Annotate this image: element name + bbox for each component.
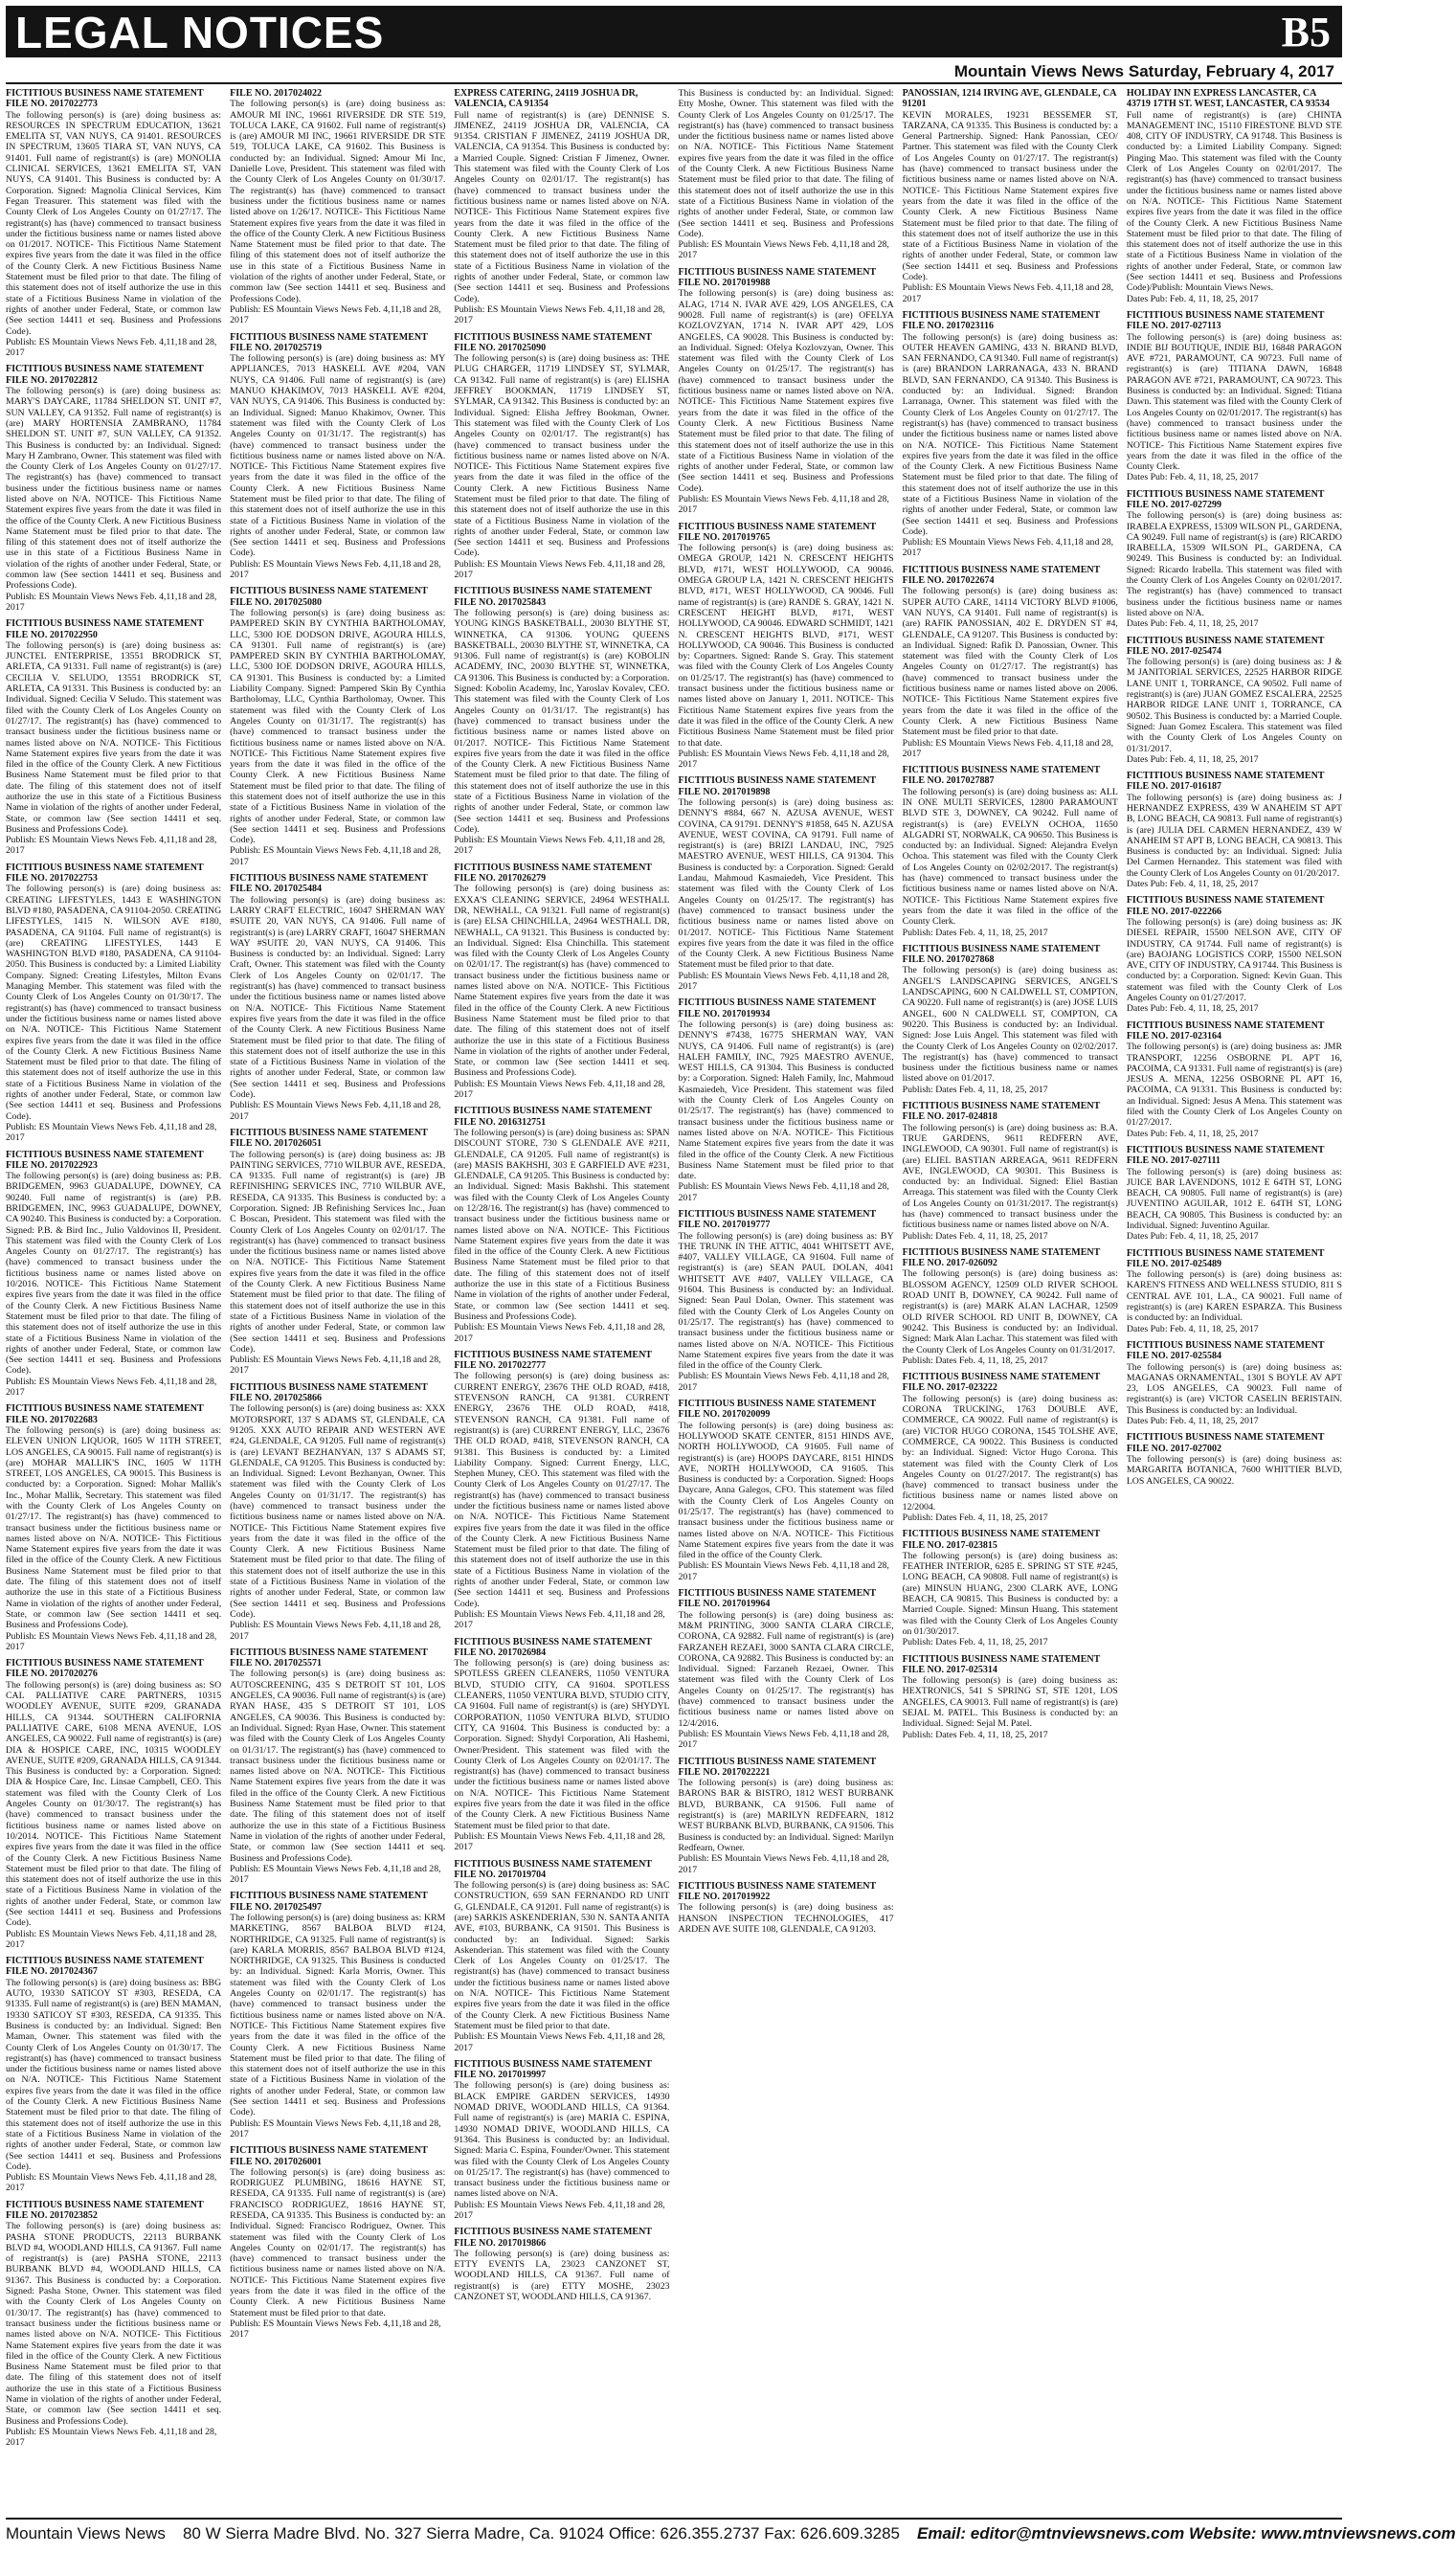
- notice-publish-line: Dates Pub: Feb. 4, 11, 18, 25, 2017: [1126, 1416, 1259, 1427]
- notice-body: The following person(s) is (are) doing business as: SUPER AUTO CARE, 14114 VICTORY BLVD #1006, VAN NUYS, CA 91401. Full name of registrant(s) is (are) RAFIK PANOSSIAN, 402 E. DRYDEN ST #4, GLENDALE, CA 91207. This Business is conducted by: an Individual. Signed: Rafik D. Panossian, Owner. This statement was filed with the County Clerk of Los Angeles County on 01/27/17. The registrant(s) has (have) commenced to transact business under the fictitious business name or names listed above on 2006. NOTICE- This Fictitious Name Statement expires five years from the date it was filed in the office of the County Clerk. A new Fictitious Business Name Statement must be filed prior to that date.: [902, 586, 1118, 738]
- notice-body: The following person(s) is (are) doing business as: JMR TRANSPORT, 12256 OSBORNE PL APT 16, PACOIMA, CA 91331. Full name of registrant(s) is (are) JESUS A. MENA, 12256 OSBORNE PL APT 16, PACOIMA, CA 91331. This Business is conducted by: an Individual. Signed: Jesus A Mena. This statement was filed with the County Clerk of Los Angeles County on 01/27/2017.: [1126, 1042, 1342, 1129]
- notice-body: The following person(s) is (are) doing business as: P.B. BRIDGEMEN, 9963 GUADALUPE, DOWNEY, CA 90240. Full name of registrant(s) is (are) P.B. BRIDGEMEN, INC, 9963 GUADALUPE, DOWNEY, CA 90240. This Business is conducted by: a Corporation. Signed: P.B. & Bird Inc., Julio Valdovinos II, President. This statement was filed with the County Clerk of Los Angeles County on 01/27/17. The registrant(s) has (have) commenced to transact business under the fictitious business name or names listed above on 10/2016. NOTICE- This Fictitious Name Statement expires five years from the date it was filed in the office of the County Clerk. A new Fictitious Business Name Statement must be filed prior to that date. The filing of this statement does not of itself authorize the use in this state of a Fictitious Business Name in violation of the rights of another under Federal, State, or common law (See section 14411 et seq. Business and Professions Code).: [6, 1171, 222, 1377]
- notice-heading: FICTITIOUS BUSINESS NAME STATEMENT FILE NO. 2017-023815: [902, 1529, 1101, 1551]
- notice-heading: FICTITIOUS BUSINESS NAME STATEMENT FILE NO. 2017026984: [454, 1636, 652, 1658]
- notice-heading: FICTITIOUS BUSINESS NAME STATEMENT FILE NO. 2017-027113: [1126, 309, 1325, 332]
- notice-body: The following person(s) is (are) doing business as: AMOUR MI INC, 19661 RIVERSIDE DR STE 519, TOLUCA LAKE, CA 91602. Full name of registrant(s) is (are) AMOUR MI INC, 19661 RIVERSIDE DR STE 519, TOLUCA LAKE, CA 91602. This Business is conducted by: an Individual. Signed: Amour Mi Inc, Danielle Love, President. This statement was filed with the County Clerk of Los Angeles County on 01/30/17. The registrant(s) has (have) commenced to transact business under the fictitious business name or names listed above on 1/26/17. NOTICE- This Fictitious Name Statement expires five years from the date it was filed in the office of the County Clerk. A new Fictitious Business Name Statement must be filed prior to that date. The filing of this statement does not of itself authorize the use in this state of a Fictitious Business Name in violation of the rights of another under Federal, State, or common law (See section 14411 et seq. Business and Professions Code).: [230, 99, 446, 304]
- notice-heading: FICTITIOUS BUSINESS NAME STATEMENT FILE NO. 2017027868: [902, 943, 1101, 966]
- notice-body: The following person(s) is (are) doing business as: EXXA'S CLEANING SERVICE, 24964 WESTHALL DR, NEWHALL, CA 91321. Full name of registrant(s) is (are) ELSA CHINCHILLA, 24964 WESTHALL DR, NEWHALL, CA 91321. This Business is conducted by: an Individual. Signed: Elsa Chinchilla. This statement was filed with the County Clerk of Los Angeles County on 02/01/17. The registrant(s) has (have) commenced to transact business under the fictitious business name or names listed above on N/A. NOTICE- This Fictitious Name Statement expires five years from the date it was filed in the office of the County Clerk. A new Fictitious Business Name Statement must be filed prior to that date. The filing of this statement does not of itself authorize the use in this state of a Fictitious Business Name in violation of the rights of another under Federal, State, or common law (See section 14411 et seq. Business and Professions Code).: [454, 884, 670, 1079]
- legal-notice: [230, 1382, 445, 1642]
- notice-heading: FICTITIOUS BUSINESS NAME STATEMENT FILE NO. 2017-023222: [902, 1372, 1101, 1394]
- notice-publish-line: Publish: ES Mountain Views News Feb. 4,11,18 and 28, 2017: [454, 2199, 665, 2221]
- notice-body: The following person(s) is (are) doing business as: SPAN DISCOUNT STORE, 730 S GLENDALE AVE #211, GLENDALE, CA 91205. Full name of registrant(s) is (are) MASIS BAKHSHI, 303 E GARFIELD AVE #231, GLENDALE, CA 91205. This Business is conducted by: an Individual. Signed: Masis Bakhshi. This statement was filed with the County Clerk of Los Angeles County on 12/28/16. The registrant(s) has (have) commenced to transact business under the fictitious business name or names listed above on N/A. NOTICE- This Fictitious Name Statement expires five years from the date it was filed in the office of the County Clerk. A new Fictitious Business Name Statement must be filed prior to that date. The filing of this statement does not of itself authorize the use in this state of a Fictitious Business Name in violation of the rights of another under Federal, State, or common law (See section 14411 et seq. Business and Professions Code).: [454, 1127, 670, 1322]
- notice-body: The following person(s) is (are) doing business as: ELEVEN UNION LIQUOR, 1605 W 11TH STREET, LOS ANGELES, CA 90015. Full name of registrant(s) is (are) MOHAR MALLIK'S INC, 1605 W 11TH STREET, LOS ANGELES, CA 90015. This Business is conducted by: a Corporation. Signed: Mohar Mallik's Inc., Mohar Mallik, Secretary. This statement was filed with the County Clerk of Los Angeles County on 01/27/17. The registrant(s) has (have) commenced to transact business under the fictitious business name or names listed above on N/A. NOTICE- This Fictitious Name Statement expires five years from the date it was filed in the office of the County Clerk. A new Fictitious Business Name Statement must be filed prior to that date. The filing of this statement does not of itself authorize the use in this state of a Fictitious Business Name in violation of the rights of another under Federal, State, or common law (See section 14411 et seq. Business and Professions Code).: [6, 1424, 222, 1631]
- notice-publish-line: Publish: ES Mountain Views News Feb. 4,11,18 and 28, 2017: [6, 591, 217, 613]
- notice-heading: FICTITIOUS BUSINESS NAME STATEMENT FILE NO. 2017025090: [454, 331, 652, 353]
- notice-column: [1127, 88, 1342, 2512]
- notice-publish-line: Dates Pub: Feb. 4, 11, 18, 25, 2017: [1126, 753, 1259, 765]
- legal-notice: [679, 997, 894, 1203]
- notice-heading: HOLIDAY INN EXPRESS LANCASTER, CA 43719 17TH ST. WEST, LANCASTER, CA 93534: [1126, 88, 1330, 110]
- notice-publish-line: Publish: Dates Feb. 4, 11, 18, 25, 2017: [902, 1729, 1048, 1740]
- notice-heading: FICTITIOUS BUSINESS NAME STATEMENT FILE NO. 2017-026092: [902, 1246, 1101, 1269]
- legal-notice: [230, 586, 445, 867]
- notice-body: The following person(s) is (are) doing business as: THE PLUG CHARGER, 11719 LINDSEY ST, SYLMAR, CA 91342. Full name of registrant(s) is (are) ELISHA JEFFREY BOOKMAN, 11719 LINDSEY ST, SYLMAR, CA 91342. This Business is conducted by: an Individual. Signed: Elisha Jeffrey Bookman, Owner. This statement was filed with the County Clerk of Los Angeles County on 02/01/17. The registrant(s) has (have) commenced to transact business under the fictitious business name or names listed above on N/A. NOTICE- This Fictitious Name Statement expires five years from the date it was filed in the office of the County Clerk. A new Fictitious Business Name Statement must be filed prior to that date. The filing of this statement does not of itself authorize the use in this state of a Fictitious Business Name in violation of the rights of another under Federal, State, or common law (See section 14411 et seq. Business and Professions Code).: [454, 353, 670, 559]
- notice-heading: FICTITIOUS BUSINESS NAME STATEMENT FILE NO. 2017022221: [678, 1756, 876, 1778]
- legal-notice: [1127, 636, 1342, 766]
- legal-notice: [230, 1647, 445, 1886]
- notice-heading: EXPRESS CATERING, 24119 JOSHUA DR, VALENCIA, CA 91354: [454, 88, 638, 110]
- legal-notice: [454, 2227, 669, 2302]
- legal-notice: [6, 2200, 221, 2449]
- notice-publish-line: Publish: ES Mountain Views News Feb. 4,11,18 and 28, 2017: [902, 737, 1114, 759]
- notice-heading: FICTITIOUS BUSINESS NAME STATEMENT FILE NO. 2017023116: [902, 309, 1101, 332]
- notice-heading: FICTITIOUS BUSINESS NAME STATEMENT FILE NO. 2017-025474: [1126, 635, 1325, 657]
- notice-publish-line: Dates Pub: Feb. 4, 11, 18, 25, 2017: [1126, 1128, 1259, 1139]
- notice-body: The following person(s) is (are) doing business as: OMEGA GROUP, 1421 N. CRESCENT HEIGHTS BLVD, #171, WEST HOLLYWOOD, CA 90046. OMEGA GROUP LA, 1421 N. CRESCENT HEIGHTS BLVD, #171, WEST HOLLYWOOD, CA 90046. Full name of registrant(s) is (are) RANDE S. GRAY, 1421 N. CRESCENT HEIGHT BLVD, #171, WEST HOLLYWOOD, CA 90046. EDWARD SCHMIDT, 1421 N. CRESCENT HEIGHTS BLVD, #171, WEST HOLLYWOOD, CA 90046. This Business is conducted by: Copartners. Signed: Rande S. Gray. This statement was filed with the County Clerk of Los Angeles County on 01/25/17. The registrant(s) has (have) commenced to transact business under the fictitious business name or names listed above on January 1, 2011. NOTICE- This Fictitious Name Statement expires five years from the date it was filed in the office of the County Clerk. A new Fictitious Business Name Statement must be filed prior to that date.: [678, 543, 894, 749]
- notice-body: The following person(s) is (are) doing business as: BBG AUTO, 19330 SATICOY ST #303, RESEDA, CA 91335. Full name of registrant(s) is (are) BEN MAMAN, 19330 SATICOY ST #303, RESEDA, CA 91335. This Business is conducted by: an Individual. Signed: Ben Maman, Owner. This statement was filed with the County Clerk of Los Angeles County on 01/30/17. The registrant(s) has (have) commenced to transact business under the fictitious business name or names listed above on N/A. NOTICE- This Fictitious Name Statement expires five years from the date it was filed in the office of the County Clerk. A new Fictitious Business Name Statement must be filed prior to that date. The filing of this statement does not of itself authorize the use in this state of a Fictitious Business Name in violation of the rights of another under Federal, State, or common law (See section 14411 et seq. Business and Professions Code).: [6, 1977, 222, 2172]
- notice-heading: FICTITIOUS BUSINESS NAME STATEMENT FILE NO. 2017026279: [454, 862, 652, 885]
- notice-body: The following person(s) is (are) doing business as: SPOTLESS GREEN CLEANERS, 11050 VENTURA BLVD, STUDIO CITY, CA 91604. SPOTLESS CLEANERS, 11050 VENTURA BLVD, STUDIO CITY, CA 91604. Full name of registrant(s) is (are) SHYDYL CORPORATION, 11050 VENTURA BLVD, STUDIO CITY, CA 91604. This Business is conducted by: a Corporation. Signed: Shydyl Corporation, Ali Hashemi, Owner/President. This statement was filed with the County Clerk of Los Angeles County on 02/01/17. The registrant(s) has (have) commenced to transact business under the fictitious business name or names listed above on N/A. NOTICE- This Fictitious Name Statement expires five years from the date it was filed in the office of the County Clerk. A new Fictitious Business Name Statement must be filed prior to that date.: [454, 1658, 670, 1831]
- notice-publish-line: Publish: ES Mountain Views News Feb. 4,11,18 and 28, 2017: [6, 1376, 217, 1399]
- notice-publish-line: Publish: ES Mountain Views News Feb. 4,11,18 and 28, 2017: [454, 558, 665, 581]
- notice-publish-line: Publish: ES Mountain Views News Feb. 4,11,18 and 28, 2017: [6, 336, 217, 359]
- notice-heading: FILE NO. 2017024022: [230, 88, 322, 99]
- legal-notice: [454, 2059, 669, 2221]
- notice-heading: PANOSSIAN, 1214 IRVING AVE, GLENDALE, CA 91201: [902, 88, 1116, 110]
- legal-notice: [230, 1891, 445, 2140]
- notice-body: The following person(s) is (are) doing business as: XXX MOTORSPORT, 137 S ADAMS ST, GLENDALE, CA 91205. XXX AUTO REPAIR AND WESTERN AVE #24, GLENDALE, CA 91205. Full name of registrant(s) is (are) LEVANT BEZHANYAN, 137 S ADAMS ST, GLENDALE, CA 91205. This Business is conducted by: an Individual. Signed: Levont Bezhanyan, Owner. This statement was filed with the County Clerk of Los Angeles County on 01/31/17. The registrant(s) has (have) commenced to transact business under the fictitious business name or names listed above on N/A. NOTICE- This Fictitious Name Statement expires five years from the date it was filed in the office of the County Clerk. A new Fictitious Business Name Statement must be filed prior to that date. The filing of this statement does not of itself authorize the use in this state of a Fictitious Business Name in violation of the rights of another under Federal, State, or common law (See section 14411 et seq. Business and Professions Code).: [230, 1403, 446, 1620]
- notice-publish-line: Publish: ES Mountain Views News Feb. 4,11,18 and 28, 2017: [678, 493, 889, 516]
- notice-body: The following person(s) is (are) doing business as: BY THE TRUNK IN THE ATTIC, 4041 WHITSETT AVE, #407, VALLEY VILLAGE, CA 91604. Full name of registrant(s) is (are) SEAN PAUL DOLAN, 4041 WHITSETT AVE #407, VALLEY VILLAGE, CA 91604. This Business is conducted by: an Individual. Signed: Sean Paul Dolan, Owner. This statement was filed with the County Clerk of Los Angeles County on 01/25/17. The registrant(s) has (have) commenced to transact business under the fictitious business name or names listed above on N/A. NOTICE- This Fictitious Name Statement expires five years from the date it was filed in the office of the County Clerk.: [678, 1230, 894, 1372]
- notice-body: The following person(s) is (are) doing business as: BLOSSOM AGENCY, 12509 OLD RIVER SCHOOL ROAD UNIT B, DOWNEY, CA 90242. Full name of registrant(s) is (are) MARK ALAN LACHAR, 12509 OLD RIVER SCHOOL RD UNIT B, DOWNEY, CA 90242. This Business is conducted by: an Individual. Signed: Mark Alan Lachar. This statement was filed with the County Clerk of Los Angeles County on 01/31/2017.: [902, 1268, 1118, 1355]
- notice-body: The following person(s) is (are) doing business as: IRABELA EXPRESS, 15309 WILSON PL, GARDENA, CA 90249. Full name of registrant(s) is (are) RICARDO IRABELLA, 15309 WILSON PL, GARDENA, CA 90249. This Business is conducted by: an Individual. Signed: Ricardo Irabella. This statement was filed with the County Clerk of Los Angeles County on 02/01/2017. The registrant(s) has (have) commenced to transact business under the fictitious business name or names listed above on N/A.: [1126, 510, 1342, 618]
- legal-notice: [454, 88, 669, 326]
- notice-body: The following person(s) is (are) doing business as: PASHA STONE PRODUCTS, 22113 BURBANK BLVD #4, WOODLAND HILLS, CA 91367. Full name of registrant(s) is (are) PASHA STONE, 22113 BURBANK BLVD #4, WOODLAND HILLS, CA 91367. This Business is conducted by: a Corporation. Signed: Pasha Stone, Owner. This statement was filed with the County Clerk of Los Angeles County on 01/30/17. The registrant(s) has (have) commenced to transact business under the fictitious business name or names listed above on N/A. NOTICE- This Fictitious Name Statement expires five years from the date it was filed in the office of the County Clerk. A new Fictitious Business Name Statement must be filed prior to that date. The filing of this statement does not of itself authorize the use in this state of a Fictitious Business Name in violation of the rights of another under Federal, State, or common law (See section 14411 et seq. Business and Professions Code).: [6, 2221, 222, 2427]
- dateline: Mountain Views News Saturday, February 4, 2017: [953, 62, 1334, 80]
- legal-notice: [454, 863, 669, 1101]
- legal-notice: [454, 1106, 669, 1344]
- footer-address: 80 W Sierra Madre Blvd. No. 327 Sierra Madre, Ca. 91024 Office: 626.355.2737 Fax: 626.609.3285: [182, 2524, 901, 2543]
- notice-heading: FICTITIOUS BUSINESS NAME STATEMENT FILE NO. 2017025719: [230, 331, 428, 353]
- legal-notice: [230, 873, 445, 1122]
- notice-body: The following person(s) is (are) doing business as: HANSON INSPECTION TECHNOLOGIES, 417 ARDEN AVE SUITE 108, GLENDALE, CA 91203.: [678, 1902, 894, 1935]
- notice-body: The following person(s) is (are) doing business as: YOUNG KINGS BASKETBALL, 20030 BLYTHE ST, WINNETKA, CA 91306. YOUNG QUEENS BASKETBALL, 20030 BLYTHE ST, WINNETKA, CA 91306. Full name of registrant(s) is (are) KOBOLIN ACADEMY, INC, 20030 BLYTHE ST, WINNETKA, CA 91306. This Business is conducted by: a Corporation. Signed: Kobolin Academy, Inc, Yaroslav Kovalev, CEO. This statement was filed with the County Clerk of Los Angeles County on 01/31/17. The registrant(s) has (have) commenced to transact business under the fictitious business name or names listed above on 01/2017. NOTICE- This Fictitious Name Statement expires five years from the date it was filed in the office of the County Clerk. A new Fictitious Business Name Statement must be filed prior to that date. The filing of this statement does not of itself authorize the use in this state of a Fictitious Business Name in violation of the rights of another under Federal, State, or common law (See section 14411 et seq. Business and Professions Code).: [454, 607, 670, 835]
- legal-notice: [1127, 1340, 1342, 1426]
- legal-notice: [230, 332, 445, 581]
- notice-publish-line: Publish: Dates Feb. 4, 11, 18, 25, 2017: [902, 1355, 1048, 1366]
- notice-body: The following person(s) is (are) doing business as: BARONS BAR & BISTRO, 1812 WEST BURBANK BLVD, BURBANK, CA 91506. Full name of registrant(s) is (are) MARILYN REDFEARN, 1812 WEST BURBANK BLVD, BURBANK, CA 91506. This Business is conducted by: an Individual. Signed: Marilyn Redfearn, Owner.: [678, 1778, 894, 1853]
- legal-notice: [903, 1101, 1118, 1242]
- notice-publish-line: Publish: ES Mountain Views News Feb. 4,11,18 and 28, 2017: [230, 2117, 441, 2140]
- notice-publish-line: Publish: ES Mountain Views News Feb. 4,11,18 and 28, 2017: [6, 835, 217, 857]
- notice-heading: FICTITIOUS BUSINESS NAME STATEMENT FILE NO. 2017020099: [678, 1399, 876, 1421]
- notice-column: [454, 88, 669, 2512]
- notice-column: [679, 88, 894, 2512]
- notice-body: The following person(s) is (are) doing business as: ANGEL'S LANDSCAPING SERVICES, ANGEL'S LANDSCAPING, 600 N CALDWELL ST, COMPTON, CA 90220. Full name of registrant(s) is (are) JOSE LUIS ANGEL, 600 N CALDWELL ST, COMPTON, CA 90220. This Business is conducted by: an Individual. Signed: Jose Luis Angel. This statement was filed with the County Clerk of Los Angeles County on 02/02/2017. The registrant(s) has (have) commenced to transact business under the fictitious business name or names listed above on 01/2017.: [902, 965, 1118, 1085]
- notice-heading: FICTITIOUS BUSINESS NAME STATEMENT FILE NO. 2017022674: [902, 564, 1101, 587]
- notice-heading: FICTITIOUS BUSINESS NAME STATEMENT FILE NO. 2017019988: [678, 266, 876, 289]
- notice-body: The following person(s) is (are) doing business as: HOLLYWOOD SKATE CENTER, 8151 HINDS AVE, NORTH HOLLYWOOD, CA 91605. Full name of registrant(s) is (are) HOOPS DAYCARE, 8151 HINDS AVE, NORTH HOLLYWOOD, CA 91605. This Business is conducted by: a Corporation. Signed: Hoops Daycare, Anna Galegos, CFO. This statement was filed with the County Clerk of Los Angeles County on 01/25/17. The registrant(s) has (have) commenced to transact business under the fictitious business name or names listed above on N/A. NOTICE- This Fictitious Name Statement expires five years from the date it was filed in the office of the County Clerk.: [678, 1420, 894, 1561]
- notice-body: The following person(s) is (are) doing business as: AUTOSCREENING, 435 S DETROIT ST 101, LOS ANGELES, CA 90036. Full name of registrant(s) is (are) RYAN HASE, 435 S DETROIT ST 101, LOS ANGELES, CA 90036. This Business is conducted by: an Individual. Signed: Ryan Hase, Owner. This statement was filed with the County Clerk of Los Angeles County on 01/31/17. The registrant(s) has (have) commenced to transact business under the fictitious business name or names listed above on N/A. NOTICE- This Fictitious Name Statement expires five years from the date it was filed in the office of the County Clerk. A new Fictitious Business Name Statement must be filed prior to that date. The filing of this statement does not of itself authorize the use in this state of a Fictitious Business Name in violation of the rights of another under Federal, State, or common law (See section 14411 et seq. Business and Professions Code).: [230, 1669, 446, 1864]
- notice-body: The following person(s) is (are) doing business as: ALL IN ONE MULTI SERVICES, 12800 PARAMOUNT BLVD STE 3, DOWNEY, CA 90242. Full name of registrant(s) is (are) EVELYN OCHOA, 11650 ALGADRI ST, NORWALK, CA 90650. This Business is conducted by: an Individual. Signed: Alejandra Evelyn Ochoa. This statement was filed with the County Clerk of Los Angeles County on 02/02/2017. The registrant(s) has (have) commenced to transact business under the fictitious business name or names listed above on N/A. NOTICE- This Fictitious Name Statement expires five years from the date it was filed in the office of the County Clerk.: [902, 786, 1118, 928]
- notice-column: [230, 88, 445, 2512]
- notice-heading: FICTITIOUS BUSINESS NAME STATEMENT FILE NO. 2017025571: [230, 1647, 428, 1669]
- legal-notice: [679, 1399, 894, 1582]
- notice-publish-line: Publish: ES Mountain Views News Feb. 4,11,18 and 28, 2017: [678, 239, 889, 261]
- legal-notice: [1127, 88, 1342, 304]
- legal-notice: [1127, 489, 1342, 630]
- notice-body: The following person(s) is (are) doing business as: MAGANAS ORNAMENTAL, 1301 S BOYLE AV APT 23, LOS ANGELES, CA 90023. Full name of registrant(s) is (are) VICTOR CASELIN BERISTAIN. This Business is conducted by: an Individual.: [1126, 1361, 1342, 1416]
- notice-body: The following person(s) is (are) doing business as: CURRENT ENERGY, 23676 THE OLD ROAD, #418, STEVENSON RANCH, CA 91381. CURRENT ENERGY, 23676 THE OLD ROAD, #418, STEVENSON RANCH, CA 91381. Full name of registrant(s) is (are) CURRENT ENERGY, LLC, 23676 THE OLD ROAD, #418, STEVENSON RANCH, CA 91381. This Business is conducted by: a Limited Liability Company. Signed: Current Energy, LLC, Stephen Muney, CEO. This statement was filed with the County Clerk of Los Angeles County on 01/27/17. The registrant(s) has (have) commenced to transact business under the fictitious business name or names listed above on N/A. NOTICE- This Fictitious Name Statement expires five years from the date it was filed in the office of the County Clerk. A new Fictitious Business Name Statement must be filed prior to that date. The filing of this statement does not of itself authorize the use in this state of a Fictitious Business Name in violation of the rights of another under Federal, State, or common law (See section 14411 et seq. Business and Professions Code).: [454, 1371, 670, 1609]
- notice-publish-line: Publish: ES Mountain Views News Feb. 4,11,18 and 28, 2017: [230, 1100, 441, 1122]
- notice-heading: FICTITIOUS BUSINESS NAME STATEMENT FILE NO. 2017025866: [230, 1381, 428, 1404]
- notice-heading: FICTITIOUS BUSINESS NAME STATEMENT FILE NO. 2017027887: [902, 765, 1101, 787]
- legal-notice: [6, 88, 221, 358]
- page-footer: [6, 2518, 1456, 2548]
- notice-body: The following person(s) is (are) doing business as: INDIE BIJ BOUTIQUE, INDIE BIJ, 16848 PARAGON AVE #721, PARAMOUNT, CA 90723. Full name of registrant(s) is (are) TITIANA DAWN, 16848 PARAGON AVE #721, PARAMOUNT, CA 90723. This Business is conducted by: an Individual. Signed: Titiana Dawn. This statement was filed with the County Clerk of Los Angeles County on 02/01/2017. The registrant(s) has (have) commenced to transact business under the fictitious business name or names listed above on N/A. NOTICE- This Fictitious Name Statement expires five years from the date it was filed in the office of the County Clerk.: [1126, 331, 1342, 473]
- notice-publish-line: Publish: ES Mountain Views News Feb. 4,11,18 and 28, 2017: [678, 1560, 889, 1582]
- notice-publish-line: Publish: Dates Feb. 4, 11, 18, 25, 2017: [902, 1084, 1048, 1095]
- legal-notice: [903, 1654, 1118, 1740]
- notice-body: The following person(s) is (are) doing business as: J HERNANDEZ EXPRESS, 439 W ANAHEIM ST APT B, LONG BEACH, CA 90813. Full name of registrant(s) is (are) JULIA DEL CARMEN HERNANDEZ, 439 W ANAHEIM ST APT B, LONG BEACH, CA 90813. This Business is conducted by: an Individual. Signed: Julia Del Carmen Hernandez. This statement was filed with the County Clerk of Los Angeles County on 01/20/2017.: [1126, 792, 1342, 879]
- notice-body: KEVIN MORALES, 19231 BESSEMER ST, TARZANA, CA 91335. This Business is conducted by: a General Partnership. Signed: Hank Panossian, CEO/ Partner. This statement was filed with the County Clerk of Los Angeles County on 01/27/17. The registrant(s) has (have) commenced to transact business under the fictitious business name or names listed above on N/A. NOTICE- This Fictitious Name Statement expires five years from the date it was filed in the office of the County Clerk. A new Fictitious Business Name Statement must be filed prior to that date. The filing of this statement does not of itself authorize the use in this state of a Fictitious Business Name in violation of the rights of another under Federal, State, or common law (See section 14411 et seq. Business and Professions Code).: [902, 109, 1118, 283]
- notice-heading: FICTITIOUS BUSINESS NAME STATEMENT FILE NO. 2017020276: [6, 1658, 204, 1680]
- notice-publish-line: Publish: ES Mountain Views News Feb. 4,11,18 and 28, 2017: [678, 1728, 889, 1751]
- notice-heading: FICTITIOUS BUSINESS NAME STATEMENT FILE NO. 2017026001: [230, 2145, 428, 2167]
- notice-publish-line: Publish: ES Mountain Views News Feb. 4,11,18 and 28, 2017: [230, 558, 441, 581]
- notice-heading: FICTITIOUS BUSINESS NAME STATEMENT FILE NO. 2017022923: [6, 1149, 204, 1171]
- legal-notice: [6, 364, 221, 613]
- notice-body: The following person(s) is (are) doing business as: ALAG, 1714 N. IVAR AVE 429, LOS ANGELES, CA 90028. Full name of registrant(s) is (are) OFELYA KOZLOVZYAN, 1714 N. IVAR APT 429, LOS ANGELES, CA 90028. This Business is conducted by: an Individual. Signed: Ofelya Kozlovzyan, Owner. This statement was filed with the County Clerk of Los Angeles County on 01/25/17. The registrant(s) has (have) commenced to transact business under the fictitious business name or names listed above on N/A. NOTICE- This Fictitious Name Statement expires five years from the date it was filed in the office of the County Clerk. A new Fictitious Business Name Statement must be filed prior to that date. The filing of this statement does not of itself authorize the use in this state of a Fictitious Business Name in violation of the rights of another under Federal, State, or common law (See section 14411 et seq. Business and Professions Code).: [678, 288, 894, 494]
- notice-heading: FICTITIOUS BUSINESS NAME STATEMENT FILE NO. 2017024367: [6, 1956, 204, 1978]
- notice-heading: FICTITIOUS BUSINESS NAME STATEMENT FILE NO. 2017022950: [6, 618, 204, 640]
- notice-body: The following person(s) is (are) doing business as: KRM MARKETING, 8567 BALBOA BLVD #124, NORTHRIDGE, CA 91325. Full name of registrant(s) is (are) KARLA MORRIS, 8567 BALBOA BLVD #124, NORTHRIDGE, CA 91325. This Business is conducted by: an Individual. Signed: Karla Morris, Owner. This statement was filed with the County Clerk of Los Angeles County on 02/01/17. The registrant(s) has (have) commenced to transact business under the fictitious business name or names listed above on N/A. NOTICE- This Fictitious Name Statement expires five years from the date it was filed in the office of the County Clerk. A new Fictitious Business Name Statement must be filed prior to that date. The filing of this statement does not of itself authorize the use in this state of a Fictitious Business Name in violation of the rights of another under Federal, State, or common law (See section 14411 et seq. Business and Professions Code).: [230, 1912, 446, 2118]
- legal-notice: [6, 863, 221, 1144]
- notice-heading: FICTITIOUS BUSINESS NAME STATEMENT FILE NO. 2017-022266: [1126, 895, 1325, 917]
- legal-notice: [679, 522, 894, 771]
- notice-body: The following person(s) is (are) doing business as: DENNY'S #7438, 16775 SHERMAN WAY, VAN NUYS, CA 91406. Full name of registrant(s) is (are) HALEH FAMILY, INC, 7925 MAESTRO AVENUE, WEST HILLS, CA 91304. This Business is conducted by: a Corporation. Signed: Haleh Family, Inc, Mahmoud Kasmaiedeh, Vice President. This statement was filed with the County Clerk of Los Angeles County on 01/25/17. The registrant(s) has (have) commenced to transact business under the fictitious business name or names listed above on N/A. NOTICE- This Fictitious Name Statement expires five years from the date it was filed in the office of the County Clerk. A new Fictitious Business Name Statement must be filed prior to that date.: [678, 1019, 894, 1182]
- notice-heading: FICTITIOUS BUSINESS NAME STATEMENT FILE NO. 2017-025489: [1126, 1247, 1325, 1269]
- notice-heading: FICTITIOUS BUSINESS NAME STATEMENT FILE NO. 2017025497: [230, 1891, 428, 1913]
- footer-paper-name: Mountain Views News: [6, 2524, 166, 2543]
- notice-heading: FICTITIOUS BUSINESS NAME STATEMENT FILE NO. 2017019997: [454, 2058, 652, 2081]
- notice-publish-line: Publish: ES Mountain Views News Feb. 4,11,18 and 28, 2017: [230, 845, 441, 867]
- notice-body: Full name of registrant(s) is (are) DENNISE S. JIMENEZ, 24119 JOSHUA DR, VALENCIA, CA 91354. CRISTIAN F JIMENEZ, 24119 JOSHUA DR, VALENCIA, CA 91354. This Business is conducted by: a Married Couple. Signed: Cristian F Jimenez, Owner. This statement was filed with the County Clerk of Los Angeles County on 02/01/17. The registrant(s) has (have) commenced to transact business under the fictitious business name or names listed above on N/A. NOTICE- This Fictitious Name Statement expires five years from the date it was filed in the office of the County Clerk. A new Fictitious Business Name Statement must be filed prior to that date. The filing of this statement does not of itself authorize the use in this state of a Fictitious Business Name in violation of the rights of another under Federal, State, or common law (See section 14411 et seq. Business and Professions Code).: [454, 109, 670, 304]
- legal-notice: [679, 1588, 894, 1750]
- legal-notice: [1127, 310, 1342, 483]
- notice-publish-line: Publish: Dates Feb. 4, 11, 18, 25, 2017: [902, 1230, 1048, 1242]
- notice-heading: FICTITIOUS BUSINESS NAME STATEMENT FILE NO. 2017022753: [6, 862, 204, 885]
- notice-publish-line: Publish: ES Mountain Views News Feb. 4,11,18 and 28, 2017: [454, 835, 665, 857]
- legal-notice: [454, 586, 669, 856]
- notice-publish-line: Publish: ES Mountain Views News Feb. 4,11,18 and 28, 2017: [902, 282, 1114, 304]
- notice-body: The following person(s) is (are) doing business as: SO CAL PALLIATIVE CARE PARTNERS, 10315 WOODLEY AVENUE, SUITE #209, GRANADA HILLS, CA 91344. SOUTHERN CALIFORNIA PALLIATIVE CARE, 6108 MENA AVENUE, LOS ANGELES, CA 90022. Full name of registrant(s) is (are) DIA & HOSPICE CARE, INC, 10315 WOODLEY AVENUE, SUITE #209, GRANADA HILLS, CA 91344. This Business is conducted by: a Corporation. Signed: DIA & Hospice Care, Inc. Linsae Campbell, CEO. This statement was filed with the County Clerk of Los Angeles County on 01/30/17. The registrant(s) has (have) commenced to transact business under the fictitious business name or names listed above on 10/2014. NOTICE- This Fictitious Name Statement expires five years from the date it was filed in the office of the County Clerk. A new Fictitious Business Name Statement must be filed prior to that date. The filing of this statement does not of itself authorize the use in this state of a Fictitious Business Name in violation of the rights of another under Federal, State, or common law (See section 14411 et seq. Business and Professions Code).: [6, 1679, 222, 1929]
- notice-publish-line: Dates Pub: Feb. 4, 11, 18, 25, 2017: [1126, 472, 1259, 483]
- notice-publish-line: Dates Pub: Feb. 4, 11, 18, 25, 2017: [1126, 1231, 1259, 1243]
- legal-notice: [454, 1350, 669, 1631]
- legal-notice: [1127, 1432, 1342, 1486]
- notice-publish-line: Publish: ES Mountain Views News Feb. 4,11,18 and 28, 2017: [454, 1078, 665, 1101]
- notice-heading: FICTITIOUS BUSINESS NAME STATEMENT FILE NO. 2017025080: [230, 586, 428, 608]
- notice-body: The following person(s) is (are) doing business as: J & M JANITORIAL SERVICES, 22525 HARBOR RIDGE LANE UNIT 1, TORRANCE, CA 90502. Full name of registrant(s) is (are) JUAN GOMEZ ESCALERA, 22525 HARBOR RIDGE LANE UNIT 1, TORRANCE, CA 90502. This Business is conducted by: a Married Couple. Signed: Juan Gomez Escalera. This statement was filed with the County Clerk of Los Angeles County on 01/31/2017.: [1126, 657, 1342, 754]
- notice-heading: FICTITIOUS BUSINESS NAME STATEMENT FILE NO. 2017019704: [454, 1858, 652, 1880]
- notice-body: The following person(s) is (are) doing business as: JUICE BAR LAVENDONS, 1012 E 64TH ST, LONG BEACH, CA 90805. Full name of registrant(s) is (are) JUVENTINO AGUILAR, 1012 E. 64TH ST, LONG BEACH, CA 90805. This Business is conducted by: an Individual. Signed: Juventino Aguilar.: [1126, 1166, 1342, 1231]
- legal-notice: [903, 1529, 1118, 1647]
- notice-body: The following person(s) is (are) doing business as: SAC CONSTRUCTION, 659 SAN FERNANDO RD UNIT G, GLENDALE, CA 91201. Full name of registrant(s) is (are) SARKIS ASKENDERIAN, 530 N. SANTA ANITA AVE, #103, BURBANK, CA 91501. This Business is conducted by: an Individual. Signed: Sarkis Askenderian. This statement was filed with the County Clerk of Los Angeles County on 01/25/17. The registrant(s) has (have) commenced to transact business under the fictitious business name or names listed above on N/A. NOTICE- This Fictitious Name Statement expires five years from the date it was filed in the office of the County Clerk. A new Fictitious Business Name Statement must be filed prior to that date.: [454, 1880, 670, 2031]
- notice-body: The following person(s) is (are) doing business as: M&M PRINTING, 3000 SANTA CLARA CIRCLE, CORONA, CA 92882. Full name of registrant(s) is (are) FARZANEH REZAEI, 3000 SANTA CLARA CIRCLE, CORONA, CA 92882. This Business is conducted by: an Individual. Signed: Farzaneh Rezaei, Owner. This statement was filed with the County Clerk of Los Angeles County on 01/25/17. The registrant(s) has (have) commenced to transact business under the fictitious business name or names listed above on 12/4/2016.: [678, 1609, 894, 1729]
- notice-body: The following person(s) is (are) doing business as: JUNCTEL ENTERPRISE, 13551 BRODRICK ST, ARLETA, CA 91331. Full name of registrant(s) is (are) CECILIA V. SELUDO, 13551 BRODRICK ST, ARLETA, CA 91331. This Business is conducted by: an Individual. Signed: Cecilia V Seludo. This statement was filed with the County Clerk of Los Angeles County on 01/27/17. The registrant(s) has (have) commenced to transact business under the fictitious business name or names listed above on N/A. NOTICE- This Fictitious Name Statement expires five years from the date it was filed in the office of the County Clerk. A new Fictitious Business Name Statement must be filed prior to that date. The filing of this statement does not of itself authorize the use in this state of a Fictitious Business Name in violation of the rights of another under Federal, State, or common law (See section 14411 et seq. Business and Professions Code).: [6, 639, 222, 835]
- notice-heading: FICTITIOUS BUSINESS NAME STATEMENT FILE NO. 2017022773: [6, 88, 204, 110]
- legal-notice: [903, 944, 1118, 1095]
- dateline-bar: [6, 61, 1342, 84]
- notice-body: The following person(s) is (are) doing business as: JK DIESEL REPAIR, 15500 NELSON AVE, CITY OF INDUSTRY, CA 91744. Full name of registrant(s) is (are) BAOJANG LOGISTICS CORP, 15500 NELSON AVE, CITY OF INDUSTRY, CA 91744. This Business is conducted by: a Corporation. Signed: Kevin Guan. This statement was filed with the County Clerk of Los Angeles County on 01/27/2017.: [1126, 916, 1342, 1004]
- notice-publish-line: Publish: ES Mountain Views News Feb. 4,11,18 and 28, 2017: [454, 1322, 665, 1344]
- notice-body: The following person(s) is (are) doing business as: FEATHER INTERIOR, 6285 E. SPRING ST STE #245, LONG BEACH, CA 90808. Full name of registrant(s) is (are) MINSUN HUANG, 2300 CLARK AVE, LONG BEACH, CA 90815. This Business is conducted by: a Married Couple. Signed: Minsun Huang. This statement was filed with the County Clerk of Los Angeles County on 01/30/2017.: [902, 1550, 1118, 1637]
- legal-notice: [454, 1859, 669, 2053]
- notice-heading: FICTITIOUS BUSINESS NAME STATEMENT FILE NO. 2017022683: [6, 1403, 204, 1425]
- notice-heading: FICTITIOUS BUSINESS NAME STATEMENT FILE NO. 2017025843: [454, 586, 652, 608]
- notice-publish-line: Publish: ES Mountain Views News Feb. 4,11,18 and 28, 2017: [454, 1830, 665, 1853]
- notice-publish-line: Publish: Dates Feb. 4, 11, 18, 25, 2017: [902, 1512, 1048, 1523]
- notice-body: The following person(s) is (are) doing business as: CORONA TRUCKING, 1763 DOUBLE AVE, COMMERCE, CA 90022. Full name of registrant(s) is (are) VICTOR HUGO CORONA, 1545 TOLSHE AVE, COMMERCE, CA 90022. This Business is conducted by: an Individual. Signed: Victor Hugo Corona. This statement was filed with the County Clerk of Los Angeles County on 01/27/2017. The registrant(s) has (have) commenced to transact business under the fictitious business name or names listed above on 12/2004.: [902, 1393, 1118, 1512]
- legal-notice: [679, 267, 894, 516]
- notice-publish-line: Publish: ES Mountain Views News Feb. 4,11,18 and 28, 2017: [902, 537, 1114, 559]
- legal-notice: [903, 310, 1118, 559]
- notice-body: The following person(s) is (are) doing business as: CREATING LIFESTYLES, 1443 E WASHINGTON BLVD #180, PASADENA, CA 91104-2050. CREATING LIFESTYLES, 1415 N. WILSON AVE #180, PASADENA, CA 91104. Full name of registrant(s) is (are) CREATING LIFESTYLES, 1443 E WASHINGTON BLVD #180, PASADENA, CA 91104-2050. This Business is conducted by: a Limited Liability Company. Signed: Creating Lifestyles, Milton Evans Managing Member. This statement was filed with the County Clerk of Los Angeles County on 01/30/17. The registrant(s) has (have) commenced to transact business under the fictitious business name or names listed above on N/A. NOTICE- This Fictitious Name Statement expires five years from the date it was filed in the office of the County Clerk. A new Fictitious Business Name Statement must be filed prior to that date. The filing of this statement does not of itself authorize the use in this state of a Fictitious Business Name in violation of the rights of another under Federal, State, or common law (See section 14411 et seq. Business and Professions Code).: [6, 884, 222, 1122]
- legal-notice: [679, 88, 894, 261]
- notice-publish-line: Publish: Dates Feb. 4, 11, 18, 25, 2017: [902, 1637, 1048, 1648]
- notice-body: The following person(s) is (are) doing business as: HEXTRONICS, 541 S SPRING ST, STE 1201, LOS ANGELES, CA 90013. Full name of registrant(s) is (are) SEJAL M. PATEL. This Business is conducted by: an Individual. Signed: Sejal M. Patel.: [902, 1675, 1118, 1730]
- notice-heading: FICTITIOUS BUSINESS NAME STATEMENT FILE NO. 2017025484: [230, 873, 428, 895]
- notice-body: The following person(s) is (are) doing business as: JB PAINTING SERVICES, 7710 WILBUR AVE, RESEDA, CA 91335. Full name of registrant(s) is (are) JB REFINISHING SERVICES INC, 7710 WILBUR AVE, RESEDA, CA 91335. This Business is conducted by: a Corporation. Signed: JB Refinishing Services Inc., Juan C Boscan, President. This statement was filed with the County Clerk of Los Angeles County on 02/01/17. The registrant(s) has (have) commenced to transact business under the fictitious business name or names listed above on N/A. NOTICE- This Fictitious Name Statement expires five years from the date it was filed in the office of the County Clerk. A new Fictitious Business Name Statement must be filed prior to that date. The filing of this statement does not of itself authorize the use in this state of a Fictitious Business Name in violation of the rights of another under Federal, State, or common law (See section 14411 et seq. Business and Professions Code).: [230, 1149, 446, 1355]
- notice-publish-line: Publish: ES Mountain Views News Feb. 4,11,18 and 28, 2017: [6, 1928, 217, 1950]
- legal-notice: [6, 618, 221, 857]
- notice-column: [903, 88, 1118, 2512]
- notice-heading: FICTITIOUS BUSINESS NAME STATEMENT FILE NO. 2017019765: [678, 521, 876, 543]
- legal-notice: [679, 1757, 894, 1875]
- notice-publish-line: Publish: ES Mountain Views News Feb. 4,11,18 and 28, 2017: [6, 1630, 217, 1652]
- notice-body: The following person(s) is (are) doing business as: MY APPLIANCES, 7013 HASKELL AVE #204, VAN NUYS, CA 91406. Full name of registrant(s) is (are) MANUO KHAKIMOV, 7013 HASKELL AVE #204, VAN NUYS, CA 91406. This Business is conducted by: an Individual. Signed: Manuo Khakimov, Owner. This statement was filed with the County Clerk of Los Angeles County on 01/31/17. The registrant(s) has (have) commenced to transact business under the fictitious business name or names listed above on N/A. NOTICE- This Fictitious Name Statement expires five years from the date it was filed in the office of the County Clerk. A new Fictitious Business Name Statement must be filed prior to that date. The filing of this statement does not of itself authorize the use in this state of a Fictitious Business Name in violation of the rights of another under Federal, State, or common law (See section 14411 et seq. Business and Professions Code).: [230, 353, 446, 559]
- notice-body: The following person(s) is (are) doing business as: MARGARITA BOTANICA, 7600 WHITTIER BLVD, LOS ANGELES, CA 90022.: [1126, 1453, 1342, 1487]
- notice-heading: FICTITIOUS BUSINESS NAME STATEMENT FILE NO. 2017019777: [678, 1208, 876, 1231]
- section-title: LEGAL NOTICES: [15, 8, 385, 57]
- legal-notice: [230, 2145, 445, 2340]
- notice-body: The following person(s) is (are) doing business as: RESOURCES IN SPECTRUM EDUCATION, 13621 EMELITA ST, VAN NUYS, CA 91401. RESOURCES IN SPECTRUM, 13605 TIARA ST, VAN NUYS, CA 91401. Full name of registrant(s) is (are) MONOLIA CLINICAL SERVICES, 13621 EMELITA ST, VAN NUYS, CA 91401. This Business is conducted by: A Corporation. Signed: Magnolia Clinical Services, Kim Fegan Treasurer. This statement was filed with the County Clerk of Los Angeles County on 01/27/17. The registrant(s) has (have) commenced to transact business under the fictitious business name or names listed above on 01/2017. NOTICE- This Fictitious Name Statement expires five years from the date it was filed in the office of the County Clerk. A new Fictitious Business Name Statement must be filed prior to that date. The filing of this statement does not of itself authorize the use in this state of a Fictitious Business Name in violation of the rights of another under Federal, State, or common law (See section 14411 et seq. Business and Professions Code).: [6, 109, 222, 337]
- legal-notice: [230, 1128, 445, 1377]
- notice-heading: FICTITIOUS BUSINESS NAME STATEMENT FILE NO. 2016312751: [454, 1106, 652, 1128]
- notice-body: The following person(s) is (are) doing business as: OUTER HEAVEN GAMING, 433 N. BRAND BLVD, SAN FERNANDO, CA 91340. Full name of registrant(s) is (are) BRANDON LARRANAGA, 433 N. BRAND BLVD, SAN FERNANDO, CA 91340. This Business is conducted by: an Individual. Signed: Brandon Larranaga, Owner. This statement was filed with the County Clerk of Los Angeles County on 01/27/17. The registrant(s) has (have) commenced to transact business under the fictitious business name or names listed above on N/A. NOTICE- This Fictitious Name Statement expires five years from the date it was filed in the office of the County Clerk. A new Fictitious Business Name Statement must be filed prior to that date. The filing of this statement does not of itself authorize the use in this state of a Fictitious Business Name in violation of the rights of another under Federal, State, or common law (See section 14411 et seq. Business and Professions Code).: [902, 331, 1118, 537]
- notice-publish-line: Publish: ES Mountain Views News Feb. 4,11,18 and 28, 2017: [454, 303, 665, 326]
- notice-publish-line: Publish: ES Mountain Views News Feb. 4,11,18 and 28, 2017: [230, 1863, 441, 1886]
- notice-heading: FICTITIOUS BUSINESS NAME STATEMENT FILE NO. 2017-027299: [1126, 488, 1325, 510]
- notice-publish-line: Publish: ES Mountain Views News Feb. 4,11,18 and 28, 2017: [230, 1620, 441, 1642]
- legal-notice: [454, 1637, 669, 1853]
- notice-heading: FICTITIOUS BUSINESS NAME STATEMENT FILE NO. 2017023852: [6, 2199, 204, 2221]
- notice-heading: FICTITIOUS BUSINESS NAME STATEMENT FILE NO. 2017-016187: [1126, 771, 1325, 793]
- notice-publish-line: Publish: ES Mountain Views News Feb. 4,11,18 and 28, 2017: [454, 2031, 665, 2053]
- notice-heading: FICTITIOUS BUSINESS NAME STATEMENT FILE NO. 2017-025314: [902, 1653, 1101, 1675]
- notice-heading: FICTITIOUS BUSINESS NAME STATEMENT FILE NO. 2017019964: [678, 1588, 876, 1610]
- notices-columns: [6, 88, 1342, 2512]
- legal-notice: [903, 88, 1118, 304]
- notice-heading: FICTITIOUS BUSINESS NAME STATEMENT FILE NO. 2017019866: [454, 2227, 652, 2249]
- notice-publish-line: Dates Pub: Feb. 4, 11, 18, 25, 2017: [1126, 879, 1259, 890]
- notice-publish-line: Publish: ES Mountain Views News Feb. 4,11,18 and 28, 2017: [454, 1608, 665, 1631]
- notice-heading: FICTITIOUS BUSINESS NAME STATEMENT FILE NO. 2017019922: [678, 1880, 876, 1903]
- legal-notice: [6, 1150, 221, 1399]
- notice-heading: FICTITIOUS BUSINESS NAME STATEMENT FILE NO. 2017022812: [6, 364, 204, 386]
- notice-body: The following person(s) is (are) doing business as: MARY'S DAYCARE, 11784 SHELDON ST. UNIT #7, SUN VALLEY, CA 91352. Full name of registrant(s) is (are) MARY HORTENSIA ZAMBRANO, 11784 SHELDON ST. UNIT #7, SUN VALLEY, CA 91352. This Business is conducted by: an Individual. Signed: Mary H Zambrano, Owner. This statement was filed with the County Clerk of Los Angeles County on 01/27/17. The registrant(s) has (have) commenced to transact business under the fictitious business name or names listed above on N/A. NOTICE- This Fictitious Name Statement expires five years from the date it was filed in the office of the County Clerk. A new Fictitious Business Name Statement must be filed prior to that date. The filing of this statement does not of itself authorize the use in this state of a Fictitious Business Name in violation of the rights of another under Federal, State, or common law (See section 14411 et seq. Business and Professions Code).: [6, 386, 222, 592]
- notice-body: The following person(s) is (are) doing business as: KAREN'S FITNESS AND WELLNESS STUDIO, 811 S CENTRAL AVE 101, L.A., CA 90021. Full name of registrant(s) is (are) KAREN ESPARZA. This Business is conducted by: an Individual.: [1126, 1269, 1342, 1324]
- legal-notice: [1127, 1020, 1342, 1139]
- footer-contact: Email: editor@mtnviewsnews.com Website: www.mtnviewsnews.com: [917, 2524, 1456, 2543]
- legal-notice: [6, 1403, 221, 1652]
- legal-notice: [679, 1209, 894, 1393]
- legal-notice: [1127, 1145, 1342, 1243]
- legal-notice: [903, 765, 1118, 938]
- notice-column: [6, 88, 221, 2512]
- notice-publish-line: Publish: ES Mountain Views News Feb. 4,11,18 and 28, 2017: [678, 1853, 889, 1875]
- legal-notice: [679, 775, 894, 992]
- legal-notice: [1127, 1248, 1342, 1334]
- notice-publish-line: Publish: ES Mountain Views News Feb. 4,11,18 and 28, 2017: [230, 1355, 441, 1377]
- masthead: [6, 6, 1342, 57]
- legal-notice: [6, 1956, 221, 2194]
- notice-body: The following person(s) is (are) doing business as: DENNY'S #884, 667 N. AZUSA AVENUE, WEST COVINA, CA 91791. DENNY'S #1858, 645 N. AZUSA AVENUE, WEST COVINA, CA 91791. Full name of registrant(s) is (are) BRIZI LANDAU, INC, 7925 MAESTRO AVENUE, WEST HILLS, CA 91304. This Business is conducted by: a Corporation. Signed: Gerald Landau, Mahmoud Kasmaiedeh, Vice President. This statement was filed with the County Clerk of Los Angeles County on 01/25/17. The registrant(s) has (have) commenced to transact business under the fictitious business name or names listed above on 01/2017. NOTICE- This Fictitious Name Statement expires five years from the date it was filed in the office of the County Clerk. A new Fictitious Business Name Statement must be filed prior to that date.: [678, 797, 894, 971]
- page-number: B5: [1281, 9, 1331, 56]
- legal-notice: [6, 1658, 221, 1950]
- notice-publish-line: Publish: ES Mountain Views News Feb. 4,11,18 and 28, 2017: [230, 2318, 441, 2341]
- legal-notice: [903, 1247, 1118, 1366]
- notice-body: The following person(s) is (are) doing business as: ETTY EVENTS LA, 23023 CANZONET ST, WOODLAND HILLS, CA 91367. Full name of registrant(s) is (are) ETTY MOSHE, 23023 CANZONET ST, WOODLAND HILLS, CA 91367.: [454, 2248, 670, 2303]
- legal-notice: [1127, 771, 1342, 889]
- notice-heading: FICTITIOUS BUSINESS NAME STATEMENT FILE NO. 2017-027002: [1126, 1432, 1325, 1454]
- legal-notice: [230, 88, 445, 326]
- notice-publish-line: Publish: ES Mountain Views News Feb. 4,11,18 and 28, 2017: [678, 748, 889, 771]
- notice-publish-line: Publish: ES Mountain Views News Feb. 4,11,18 and 28, 2017: [6, 2426, 217, 2449]
- notice-publish-line: Publish: ES Mountain Views News Feb. 4,11,18 and 28, 2017: [678, 1181, 889, 1203]
- notice-heading: FICTITIOUS BUSINESS NAME STATEMENT FILE NO. 2017022777: [454, 1349, 652, 1372]
- notice-body: The following person(s) is (are) doing business as: BLACK EMPIRE GARDEN SERVICES, 14930 NOMAD DRIVE, WOODLAND HILLS, CA 91364. Full name of registrant(s) is (are) MARIA C. ESPINA, 14930 NOMAD DRIVE, WOODLAND HILLS, CA 91364. This Business is conducted by: an Individual. Signed: Maria C. Espina, Founder/Owner. This statement was filed with the County Clerk of Los Angeles County on 01/25/17. The registrant(s) has (have) commenced to transact business under the fictitious business name or names listed above on N/A.: [454, 2080, 670, 2200]
- notice-body: The following person(s) is (are) doing business as: LARRY CRAFT ELECTRIC, 16047 SHERMAN WAY #SUITE 20, VAN NUYS, CA 91406. Full name of registrant(s) is (are) LARRY CRAFT, 16047 SHERMAN WAY #SUITE 20, VAN NUYS, CA 91406. This Business is conducted by: an Individual. Signed: Larry Craft, Owner. This statement was filed with the County Clerk of Los Angeles County on 02/01/17. The registrant(s) has (have) commenced to transact business under the fictitious business name or names listed above on N/A. NOTICE- This Fictitious Name Statement expires five years from the date it was filed in the office of the County Clerk. A new Fictitious Business Name Statement must be filed prior to that date. The filing of this statement does not of itself authorize the use in this state of a Fictitious Business Name in violation of the rights of another under Federal, State, or common law (See section 14411 et seq. Business and Professions Code).: [230, 894, 446, 1101]
- legal-notice: [903, 1372, 1118, 1523]
- notice-heading: FICTITIOUS BUSINESS NAME STATEMENT FILE NO. 2017-025584: [1126, 1339, 1325, 1362]
- notice-publish-line: Dates Pub: Feb. 4, 11, 18, 25, 2017: [1126, 618, 1259, 630]
- notice-publish-line: Publish: ES Mountain Views News Feb. 4,11,18 and 28, 2017: [230, 303, 441, 326]
- notice-heading: FICTITIOUS BUSINESS NAME STATEMENT FILE NO. 2017-023164: [1126, 1019, 1325, 1042]
- notice-heading: FICTITIOUS BUSINESS NAME STATEMENT FILE NO. 2017-024818: [902, 1101, 1101, 1123]
- notice-publish-line: Publish: ES Mountain Views News Feb. 4,11,18 and 28, 2017: [678, 1371, 889, 1393]
- notice-body: Full name of registrant(s) is (are) CHINTA MANAGEMENT INC, 15110 FIRESTONE BLVD STE 408, CITY OF INDUSTRY, CA 91748. This Business is conducted by: a Limited Liability Company. Signed: Pinging Mao. This statement was filed with the County Clerk of Los Angeles County on 02/01/2017. The registrant(s) has (have) commenced to transact business under the fictitious business name or names listed above on N/A. NOTICE- This Fictitious Name Statement expires five years from the date it was filed in the office of the County Clerk. A new Fictitious Business Name Statement must be filed prior to that date. The filing of this statement does not of itself authorize the use in this state of a Fictitious Business Name in violation of the rights of another under Federal, State, or common law (See section 14411 et seq. Business and Professions Code)/Publish: Mountain Views News.: [1126, 109, 1342, 294]
- notice-body: This Business is conducted by: an Individual. Signed: Etty Moshe, Owner. This statement was filed with the County Clerk of Los Angeles County on 01/25/17. The registrant(s) has (have) commenced to transact business under the fictitious business name or names listed above on N/A. NOTICE- This Fictitious Name Statement expires five years from the date it was filed in the office of the County Clerk. A new Fictitious Business Name Statement must be filed prior to that date. The filing of this statement does not of itself authorize the use in this state of a Fictitious Business Name in violation of the rights of another under Federal, State, or common law (See section 14411 et seq. Business and Professions Code).: [678, 88, 894, 239]
- legal-notice: [679, 1881, 894, 1935]
- notice-publish-line: Publish: Dates Feb. 4, 11, 18, 25, 2017: [902, 927, 1048, 938]
- notice-body: The following person(s) is (are) doing business as: B.A. TRUE GARDENS, 9611 REDFERN AVE, INGLEWOOD, CA 90301. Full name of registrant(s) is (are) ELIEL BASTIAN ARREAGA, 9611 REDFERN AVE, INGLEWOOD, CA 90301. This Business is conducted by: an Individual. Signed: Eliel Bastian Arreaga. This statement was filed with the County Clerk of Los Angeles County on 01/31/2017. The registrant(s) has (have) commenced to transact business under the fictitious business name or names listed above on N/A.: [902, 1122, 1118, 1231]
- notice-body: The following person(s) is (are) doing business as: PAMPERED SKIN BY CYNTHIA BARTHOLOMAY, LLC, 5300 IOE DODSON DRIVE, AGOURA HILLS, CA 91301. Full name of registrant(s) is (are) PAMPERED SKIN BY CYNTHIA BARTHOLOMAY, LLC, 5300 IOE DODSON DRIVE, AGOURA HILLS, CA 91301. This Business is conducted by: a Limited Liability Company. Signed: Pampered Skin By Cynthia Bartholomay, LLC, Cynthia Bartholomay, Owner. This statement was filed with the County Clerk of Los Angeles County on 01/31/17. The registrant(s) has (have) commenced to transact business under the fictitious business name or names listed above on N/A. NOTICE- This Fictitious Name Statement expires five years from the date it was filed in the office of the County Clerk. A new Fictitious Business Name Statement must be filed prior to that date. The filing of this statement does not of itself authorize the use in this state of a Fictitious Business Name in violation of the rights of another under Federal, State, or common law (See section 14411 et seq. Business and Professions Code).: [230, 607, 446, 846]
- notice-publish-line: Publish: ES Mountain Views News Feb. 4,11,18 and 28, 2017: [6, 2172, 217, 2194]
- notice-publish-line: Dates Pub: Feb. 4, 11, 18, 25, 2017: [1126, 1003, 1259, 1015]
- notice-heading: FICTITIOUS BUSINESS NAME STATEMENT FILE NO. 2017-027111: [1126, 1144, 1325, 1167]
- legal-notice: [454, 332, 669, 581]
- notice-heading: FICTITIOUS BUSINESS NAME STATEMENT FILE NO. 2017026051: [230, 1127, 428, 1150]
- notice-body: The following person(s) is (are) doing business as: RODRIGUEZ PLUMBING, 18616 HAYNE ST, RESEDA, CA 91335. Full name of registrant(s) is (are) FRANCISCO RODRIGUEZ, 18616 HAYNE ST, RESEDA, CA 91335. This Business is conducted by: an Individual. Signed: Francisco Rodriguez, Owner. This statement was filed with the County Clerk of Los Angeles County on 02/01/17. The registrant(s) has (have) commenced to transact business under the fictitious business name or names listed above on N/A. NOTICE- This Fictitious Name Statement expires five years from the date it was filed in the office of the County Clerk. A new Fictitious Business Name Statement must be filed prior to that date.: [230, 2166, 446, 2319]
- legal-notice: [903, 565, 1118, 759]
- notice-heading: FICTITIOUS BUSINESS NAME STATEMENT FILE NO. 2017019934: [678, 997, 876, 1019]
- notice-publish-line: Publish: ES Mountain Views News Feb. 4,11,18 and 28, 2017: [678, 970, 889, 993]
- notice-publish-line: Publish: ES Mountain Views News Feb. 4,11,18 and 28, 2017: [6, 1121, 217, 1144]
- notice-publish-line: Dates Pub: Feb. 4, 11, 18, 25, 2017: [1126, 1323, 1259, 1334]
- notice-heading: FICTITIOUS BUSINESS NAME STATEMENT FILE NO. 2017019898: [678, 775, 876, 797]
- legal-notice: [1127, 895, 1342, 1014]
- notice-publish-line: Dates Pub: Feb. 4, 11, 18, 25, 2017: [1126, 293, 1259, 304]
